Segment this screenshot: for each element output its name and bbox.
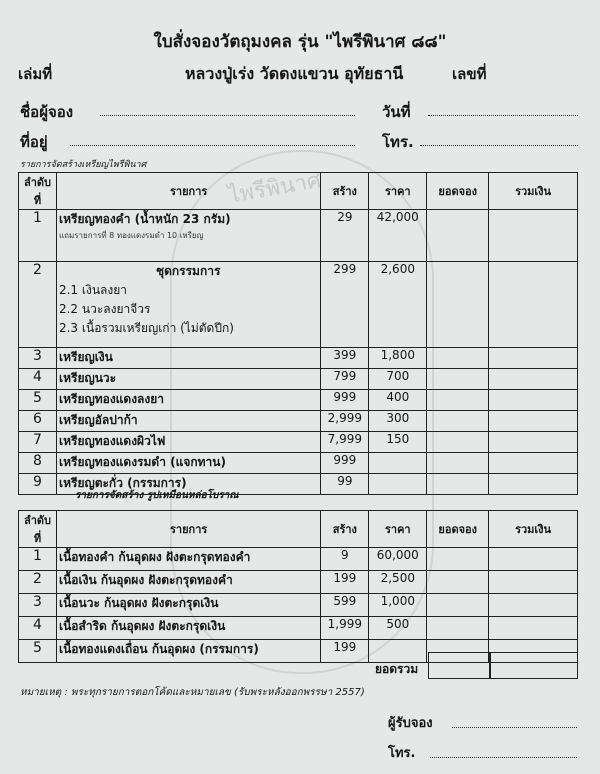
- table-row: [19, 617, 578, 640]
- column-header: ยอดจอง: [427, 173, 489, 210]
- made-count: 799: [321, 369, 369, 390]
- item-name: เหรียญทองแดงผิวไฟ: [58, 434, 166, 448]
- section2-caption: รายการจัดสร้าง รูปเหมือนหล่อโบราณ: [75, 490, 239, 501]
- item-cell: [56, 432, 320, 453]
- order-qty-cell[interactable]: [427, 369, 489, 390]
- total-amount-box[interactable]: [490, 652, 578, 679]
- total-amount-cell[interactable]: [489, 262, 578, 348]
- item-name: เหรียญตะกั่ว (กรรมการ): [58, 476, 187, 490]
- row-number: 1: [19, 210, 57, 262]
- row-number: 4: [19, 617, 57, 640]
- item-cell: [56, 640, 320, 663]
- order-qty-cell[interactable]: [427, 474, 489, 495]
- address-field[interactable]: [70, 145, 355, 146]
- column-header: รายการ: [56, 173, 320, 210]
- made-count: 599: [321, 594, 369, 617]
- price: 60,000: [369, 548, 427, 571]
- order-qty-cell[interactable]: [427, 348, 489, 369]
- section1-caption: รายการจัดสร้างเหรียญไพรีพินาศ: [20, 160, 147, 170]
- item-name: เนื้อนวะ ก้นอุดผง ฝังตะกรุดเงิน: [58, 596, 219, 610]
- page-title: ใบสั่งจองวัตถุมงคล รุ่น "ไพรีพินาศ ๘๘": [153, 32, 447, 52]
- price: 2,500: [369, 571, 427, 594]
- column-header: สร้าง: [321, 173, 369, 210]
- table-row: [19, 453, 578, 474]
- column-header: ราคา: [369, 173, 427, 210]
- order-qty-cell[interactable]: [427, 594, 489, 617]
- item-name: เนื้อสำริด ก้นอุดผง ฝังตะกรุดเงิน: [58, 619, 226, 633]
- date-label: วันที่: [382, 103, 411, 121]
- coin-table-header: [19, 173, 578, 210]
- row-number: 1: [19, 548, 57, 571]
- book-number-label: เล่มที่: [18, 65, 53, 83]
- item-subline: 2.1 เงินลงยา: [58, 283, 128, 297]
- item-name: ชุดกรรมการ: [155, 264, 221, 278]
- price: [369, 453, 427, 474]
- name-field[interactable]: [100, 115, 355, 116]
- total-amount-cell[interactable]: [489, 453, 578, 474]
- table-row: [19, 548, 578, 571]
- table-row: [19, 411, 578, 432]
- item-cell: [56, 411, 320, 432]
- column-header: สร้าง: [321, 511, 369, 548]
- statue-table-header: [19, 511, 578, 548]
- item-name: เหรียญทองแดงลงยา: [58, 392, 165, 406]
- made-count: 199: [321, 571, 369, 594]
- table-row: [19, 390, 578, 411]
- made-count: 399: [321, 348, 369, 369]
- made-count: 199: [321, 640, 369, 663]
- total-amount-cell[interactable]: [489, 390, 578, 411]
- table-row: [19, 348, 578, 369]
- total-label: ยอดรวม: [375, 662, 419, 676]
- receiver-field[interactable]: [452, 727, 577, 728]
- total-amount-cell[interactable]: [489, 474, 578, 495]
- receiver-phone-field[interactable]: [430, 757, 577, 758]
- item-cell: [56, 453, 320, 474]
- table-row: [19, 594, 578, 617]
- item-name: เหรียญทองแดงรมดำ (แจกทาน): [58, 455, 226, 469]
- column-header: ราคา: [369, 511, 427, 548]
- order-qty-cell[interactable]: [427, 548, 489, 571]
- made-count: 29: [321, 210, 369, 262]
- order-qty-cell[interactable]: [427, 262, 489, 348]
- column-header: รวมเงิน: [489, 173, 578, 210]
- row-number: 4: [19, 369, 57, 390]
- item-cell: [56, 594, 320, 617]
- phone-field[interactable]: [420, 145, 578, 146]
- item-cell: [56, 571, 320, 594]
- price: [369, 474, 427, 495]
- row-number: 9: [19, 474, 57, 495]
- row-number: 3: [19, 348, 57, 369]
- total-count-box[interactable]: [428, 652, 490, 679]
- price: 500: [369, 617, 427, 640]
- temple-name: หลวงปู่เร่ง วัดดงแขวน อุทัยธานี: [185, 64, 404, 83]
- total-amount-cell[interactable]: [489, 411, 578, 432]
- table-row: [19, 262, 578, 348]
- made-count: 99: [321, 474, 369, 495]
- price: 150: [369, 432, 427, 453]
- item-name: เนื้อเงิน ก้นอุดผง ฝังตะกรุดทองคำ: [58, 573, 233, 587]
- price: 700: [369, 369, 427, 390]
- order-qty-cell[interactable]: [427, 390, 489, 411]
- order-qty-cell[interactable]: [427, 210, 489, 262]
- phone-label: โทร.: [382, 133, 414, 151]
- total-amount-cell[interactable]: [489, 571, 578, 594]
- receiver-label: ผู้รับจอง: [388, 716, 433, 731]
- row-number: 5: [19, 640, 57, 663]
- item-name: เนื้อทองคำ ก้นอุดผง ฝังตะกรุดทองคำ: [58, 550, 251, 564]
- item-cell: [56, 548, 320, 571]
- price: 1,000: [369, 594, 427, 617]
- row-number: 6: [19, 411, 57, 432]
- price: 42,000: [369, 210, 427, 262]
- total-amount-cell[interactable]: [489, 210, 578, 262]
- statue-table: [18, 510, 578, 663]
- column-header: รวมเงิน: [489, 511, 578, 548]
- item-name: เหรียญทองคำ (น้ำหนัก 23 กรัม): [58, 212, 231, 226]
- item-subline: 2.3 เนื้อรวมเหรียญเก่า (ไม่ตัดปีก): [58, 321, 234, 335]
- name-label: ชื่อผู้จอง: [20, 103, 74, 121]
- item-name: เหรียญนวะ: [58, 371, 117, 385]
- table-row: [19, 210, 578, 262]
- price: 400: [369, 390, 427, 411]
- item-cell: [56, 210, 320, 262]
- date-field[interactable]: [428, 115, 578, 116]
- row-number: 3: [19, 594, 57, 617]
- total-amount-cell[interactable]: [489, 348, 578, 369]
- row-number: 2: [19, 262, 57, 348]
- column-header: ลำดับที่: [19, 511, 57, 548]
- row-number: 7: [19, 432, 57, 453]
- total-amount-cell[interactable]: [489, 548, 578, 571]
- column-header: รายการ: [56, 511, 320, 548]
- item-cell: [56, 390, 320, 411]
- order-qty-cell[interactable]: [427, 411, 489, 432]
- total-amount-cell[interactable]: [489, 369, 578, 390]
- order-qty-cell[interactable]: [427, 453, 489, 474]
- item-name: เหรียญเงิน: [58, 350, 113, 364]
- item-subline: 2.2 นวะลงยาจีวร: [58, 302, 151, 316]
- note: หมายเหตุ : พระทุกรายการตอกโค้ดและหมายเลข (รับพระหลังออกพรรษา 2557): [20, 687, 365, 698]
- made-count: 1,999: [321, 617, 369, 640]
- row-number: 8: [19, 453, 57, 474]
- coin-table: [18, 172, 578, 495]
- item-cell: [56, 617, 320, 640]
- item-cell: [56, 262, 320, 348]
- item-note: แถมรายการที่ 8 ทองแดงรมดำ 10 เหรียญ: [58, 231, 204, 240]
- order-qty-cell[interactable]: [427, 432, 489, 453]
- address-label: ที่อยู่: [20, 133, 48, 151]
- item-cell: [56, 369, 320, 390]
- total-amount-cell[interactable]: [489, 432, 578, 453]
- item-name: เนื้อทองแดงเถื่อน ก้นอุดผง (กรรมการ): [58, 642, 259, 656]
- table-row: [19, 571, 578, 594]
- made-count: 999: [321, 390, 369, 411]
- watermark-text: ไพรีพินาศ: [226, 168, 323, 209]
- price: 300: [369, 411, 427, 432]
- column-header: ยอดจอง: [427, 511, 489, 548]
- row-number: 2: [19, 571, 57, 594]
- row-number: 5: [19, 390, 57, 411]
- made-count: 9: [321, 548, 369, 571]
- order-qty-cell[interactable]: [427, 617, 489, 640]
- item-cell: [56, 348, 320, 369]
- price: 1,800: [369, 348, 427, 369]
- made-count: 2,999: [321, 411, 369, 432]
- total-amount-cell[interactable]: [489, 594, 578, 617]
- column-header: ลำดับที่: [19, 173, 57, 210]
- made-count: 999: [321, 453, 369, 474]
- table-row: [19, 369, 578, 390]
- total-amount-cell[interactable]: [489, 617, 578, 640]
- receiver-phone-label: โทร.: [388, 746, 416, 761]
- item-name: เหรียญอัลปาก้า: [58, 413, 138, 427]
- order-qty-cell[interactable]: [427, 571, 489, 594]
- form-number-label: เลขที่: [452, 65, 487, 83]
- price: 2,600: [369, 262, 427, 348]
- table-row: [19, 432, 578, 453]
- made-count: 299: [321, 262, 369, 348]
- made-count: 7,999: [321, 432, 369, 453]
